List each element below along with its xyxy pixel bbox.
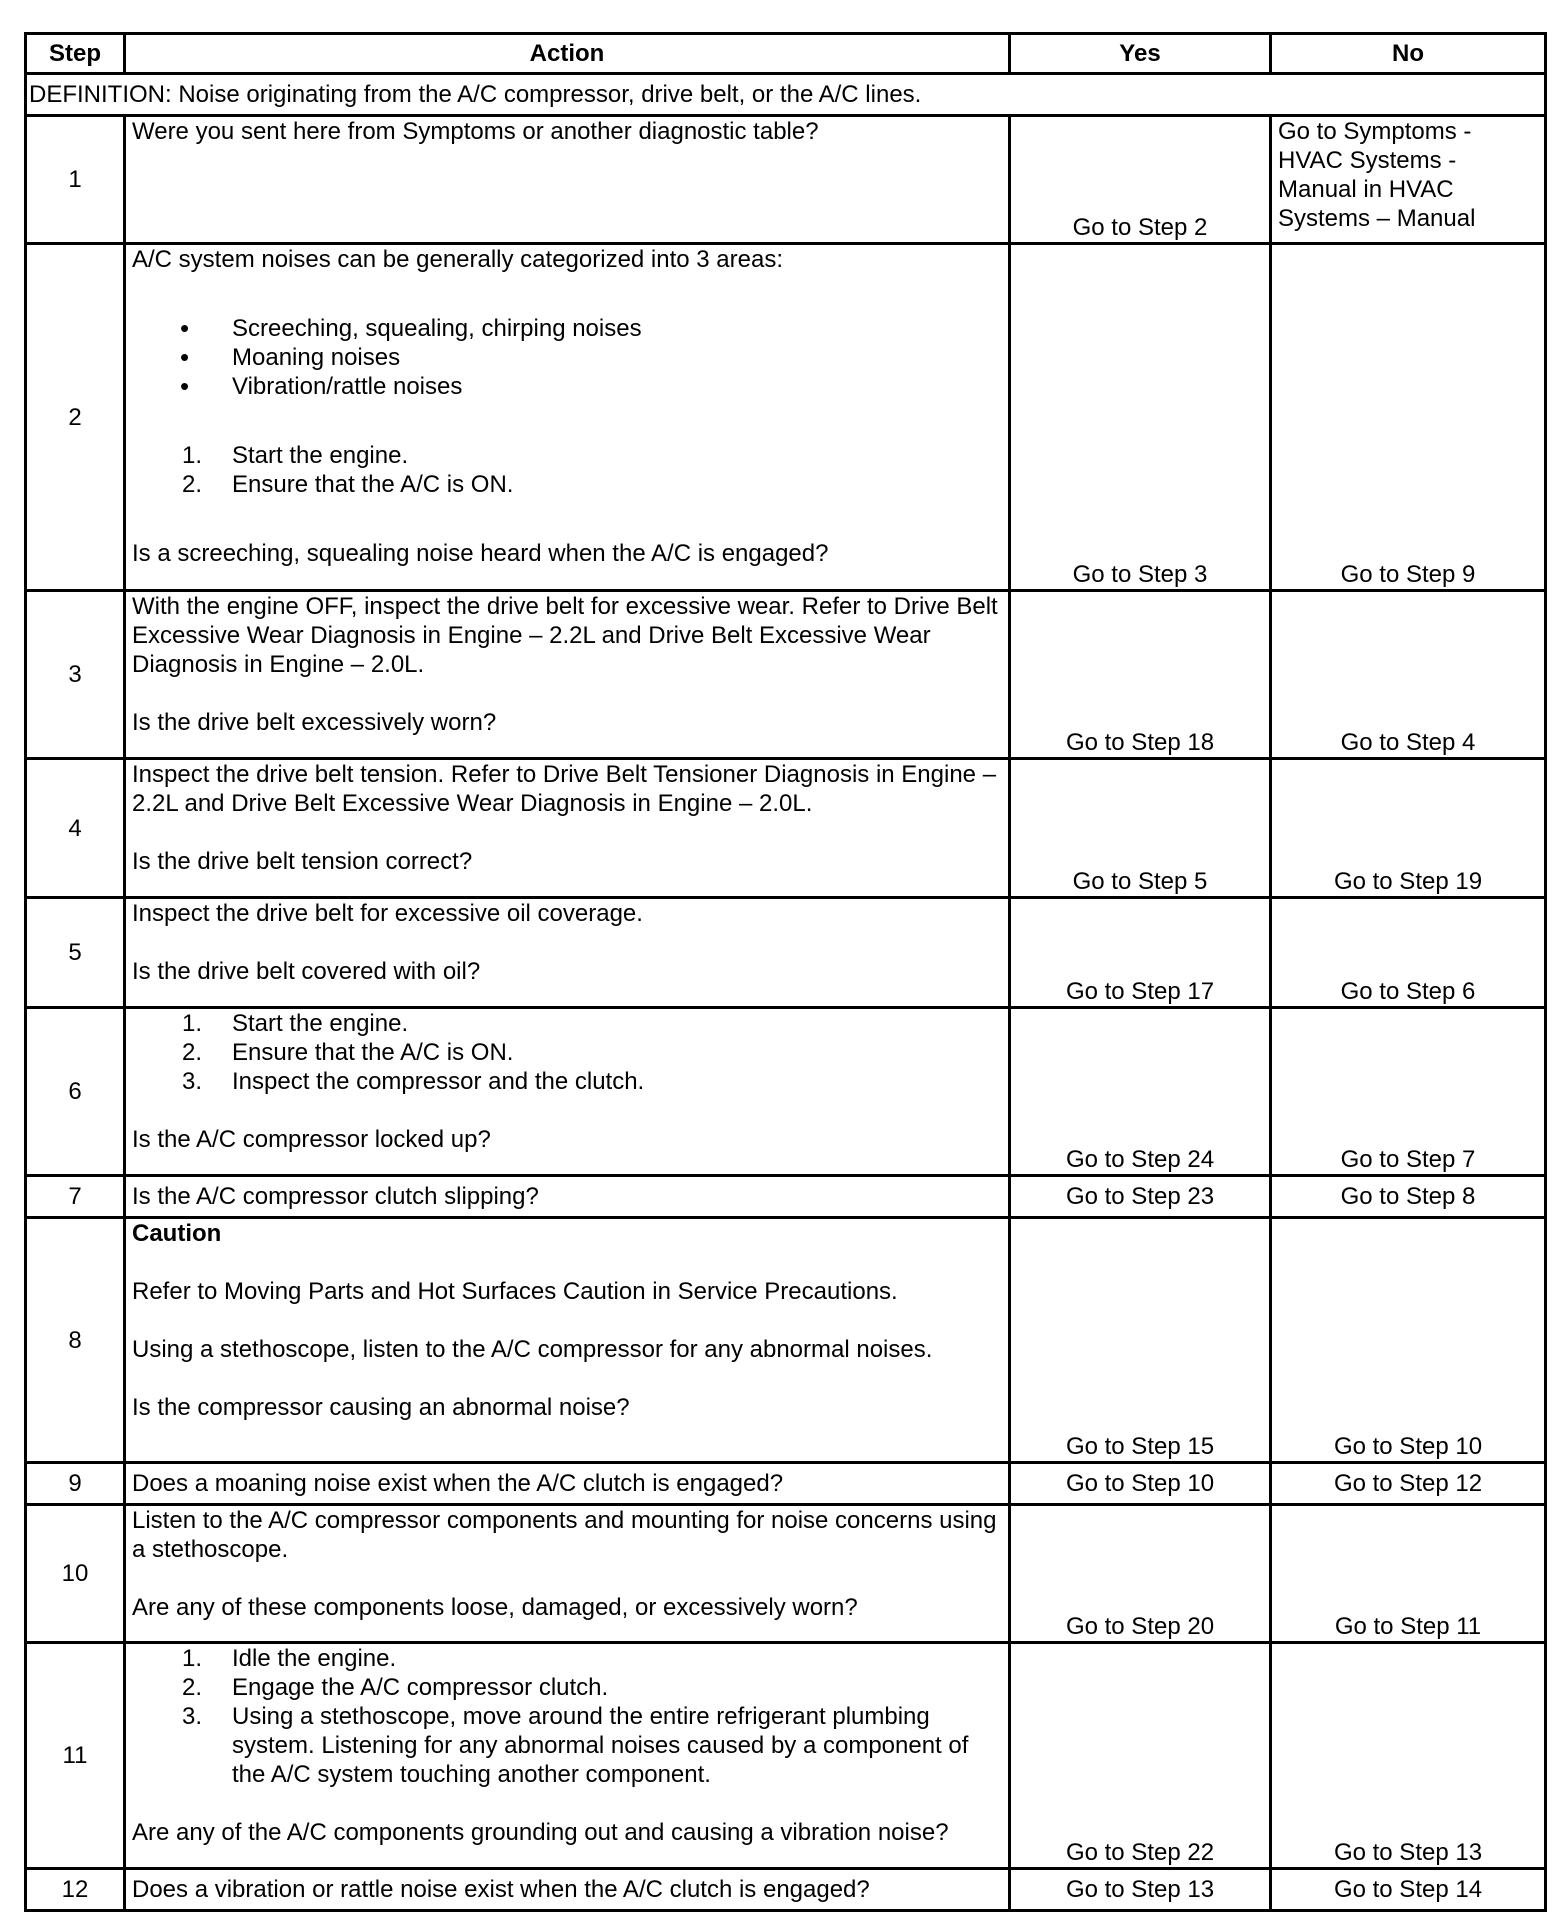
list-item: 2. Engage the A/C compressor clutch.: [182, 1674, 609, 1701]
step-number: 9: [26, 1463, 125, 1505]
yes-link[interactable]: Go to Step 10: [1010, 1463, 1271, 1505]
action-intro: Inspect the drive belt tension. Refer to Drive Belt Tensioner Diagnosis in Engine – 2.2L and Drive Belt Excessive Wear Diagnosis in Engine – 2.0L.: [132, 761, 997, 817]
procedure-list: [132, 1644, 1002, 1789]
no-link[interactable]: Go to Step 14: [1271, 1869, 1546, 1911]
table-row: [26, 116, 1546, 244]
action-intro: With the engine OFF, inspect the drive belt for excessive wear. Refer to Drive Belt Excessive Wear Diagnosis in Engine – 2.2L and Drive Belt Excessive Wear Diagnosis in Engine – 2.0L.: [132, 593, 998, 678]
action-question: Is the A/C compressor locked up?: [132, 1126, 491, 1153]
action-intro: Listen to the A/C compressor components and mounting for noise concerns using a stethoscope.: [132, 1507, 997, 1563]
list-item: • Moaning noises: [132, 343, 1002, 372]
yes-link[interactable]: Go to Step 5: [1010, 759, 1271, 898]
table-row: [26, 1505, 1546, 1643]
action-cell: [125, 1218, 1010, 1463]
definition-row: [26, 74, 1546, 116]
no-link[interactable]: Go to Step 8: [1271, 1176, 1546, 1218]
action-question: Are any of the A/C components grounding out and causing a vibration noise?: [132, 1819, 949, 1846]
list-item: 1. Start the engine.: [182, 1010, 409, 1037]
step-number: 10: [26, 1505, 125, 1643]
procedure-list: [132, 441, 1002, 499]
no-link[interactable]: Go to Step 11: [1271, 1505, 1546, 1643]
no-link[interactable]: Go to Step 6: [1271, 898, 1546, 1008]
procedure-list: [132, 1009, 1002, 1096]
action-question: Does a vibration or rattle noise exist when the A/C clutch is engaged?: [125, 1869, 1010, 1911]
table-row: [26, 591, 1546, 759]
action-intro: A/C system noises can be generally categorized into 3 areas:: [132, 246, 784, 273]
caution-text: Refer to Moving Parts and Hot Surfaces Caution in Service Precautions.: [132, 1278, 898, 1305]
action-intro: Using a stethoscope, listen to the A/C compressor for any abnormal noises.: [132, 1336, 933, 1363]
table-row: [26, 1176, 1546, 1218]
action-cell: [125, 1505, 1010, 1643]
step-number: 8: [26, 1218, 125, 1463]
step-number: 12: [26, 1869, 125, 1911]
step-number: 2: [26, 244, 125, 591]
action-cell: [125, 591, 1010, 759]
no-link[interactable]: Go to Step 7: [1271, 1008, 1546, 1176]
no-link[interactable]: Go to Step 4: [1271, 591, 1546, 759]
list-item: • Vibration/rattle noises: [132, 372, 1002, 401]
yes-link[interactable]: Go to Step 22: [1010, 1643, 1271, 1869]
action-cell: [125, 759, 1010, 898]
list-item: 1. Idle the engine.: [182, 1645, 397, 1672]
header-row: [26, 34, 1546, 74]
list-item: 3. Using a stethoscope, move around the entire refrigerant plumbing system. Listening for any abnormal noises caused by a component of the A/C system touching another component.: [182, 1703, 969, 1788]
step-number: 1: [26, 116, 125, 244]
yes-link[interactable]: Go to Step 24: [1010, 1008, 1271, 1176]
action-cell: [125, 244, 1010, 591]
action-intro: Inspect the drive belt for excessive oil coverage.: [132, 900, 643, 927]
step-number: 5: [26, 898, 125, 1008]
yes-link[interactable]: Go to Step 23: [1010, 1176, 1271, 1218]
list-item: 2. Ensure that the A/C is ON.: [182, 1039, 514, 1066]
list-item: 1. Start the engine.: [182, 442, 409, 469]
noise-category-list: [132, 314, 1002, 401]
list-item: • Screeching, squealing, chirping noises: [132, 314, 1002, 343]
table-row: [26, 898, 1546, 1008]
caution-heading: Caution: [132, 1220, 222, 1247]
step-number: 4: [26, 759, 125, 898]
step-number: 11: [26, 1643, 125, 1869]
definition-text: DEFINITION: Noise originating from the A/C compressor, drive belt, or the A/C lines.: [26, 74, 1546, 116]
no-link[interactable]: Go to Step 13: [1271, 1643, 1546, 1869]
table-row: [26, 759, 1546, 898]
table-row: [26, 1218, 1546, 1463]
yes-link[interactable]: Go to Step 20: [1010, 1505, 1271, 1643]
step-number: 7: [26, 1176, 125, 1218]
step-number: 3: [26, 591, 125, 759]
header-action: Action: [125, 34, 1010, 74]
no-link[interactable]: Go to Symptoms - HVAC Systems - Manual in HVAC Systems – Manual: [1271, 116, 1546, 244]
table-row: [26, 1463, 1546, 1505]
yes-link[interactable]: Go to Step 15: [1010, 1218, 1271, 1463]
step-number: 6: [26, 1008, 125, 1176]
action-question: Is the drive belt covered with oil?: [132, 958, 481, 985]
yes-link[interactable]: Go to Step 2: [1010, 116, 1271, 244]
action-question: Is the drive belt tension correct?: [132, 848, 473, 875]
table-row: [26, 244, 1546, 591]
no-link[interactable]: Go to Step 10: [1271, 1218, 1546, 1463]
action-question: Is the A/C compressor clutch slipping?: [125, 1176, 1010, 1218]
action-cell: [125, 1008, 1010, 1176]
action-cell: [125, 116, 1010, 244]
yes-link[interactable]: Go to Step 18: [1010, 591, 1271, 759]
action-question: Are any of these components loose, damaged, or excessively worn?: [132, 1594, 858, 1621]
table-row: [26, 1008, 1546, 1176]
header-step: Step: [26, 34, 125, 74]
header-yes: Yes: [1010, 34, 1271, 74]
yes-link[interactable]: Go to Step 17: [1010, 898, 1271, 1008]
diagnostic-table: [24, 32, 1547, 1912]
action-cell: [125, 1643, 1010, 1869]
yes-link[interactable]: Go to Step 13: [1010, 1869, 1271, 1911]
action-question: Is the drive belt excessively worn?: [132, 709, 497, 736]
header-no: No: [1271, 34, 1546, 74]
yes-link[interactable]: Go to Step 3: [1010, 244, 1271, 591]
action-question: Is a screeching, squealing noise heard when the A/C is engaged?: [132, 540, 829, 567]
list-item: 3. Inspect the compressor and the clutch.: [182, 1068, 645, 1095]
action-question: Is the compressor causing an abnormal noise?: [132, 1394, 630, 1421]
table-row: [26, 1869, 1546, 1911]
action-question: Does a moaning noise exist when the A/C clutch is engaged?: [125, 1463, 1010, 1505]
action-cell: [125, 898, 1010, 1008]
no-link[interactable]: Go to Step 9: [1271, 244, 1546, 591]
no-link[interactable]: Go to Step 12: [1271, 1463, 1546, 1505]
no-link[interactable]: Go to Step 19: [1271, 759, 1546, 898]
table-row: [26, 1643, 1546, 1869]
list-item: 2. Ensure that the A/C is ON.: [182, 471, 514, 498]
action-question: Were you sent here from Symptoms or another diagnostic table?: [132, 118, 819, 145]
